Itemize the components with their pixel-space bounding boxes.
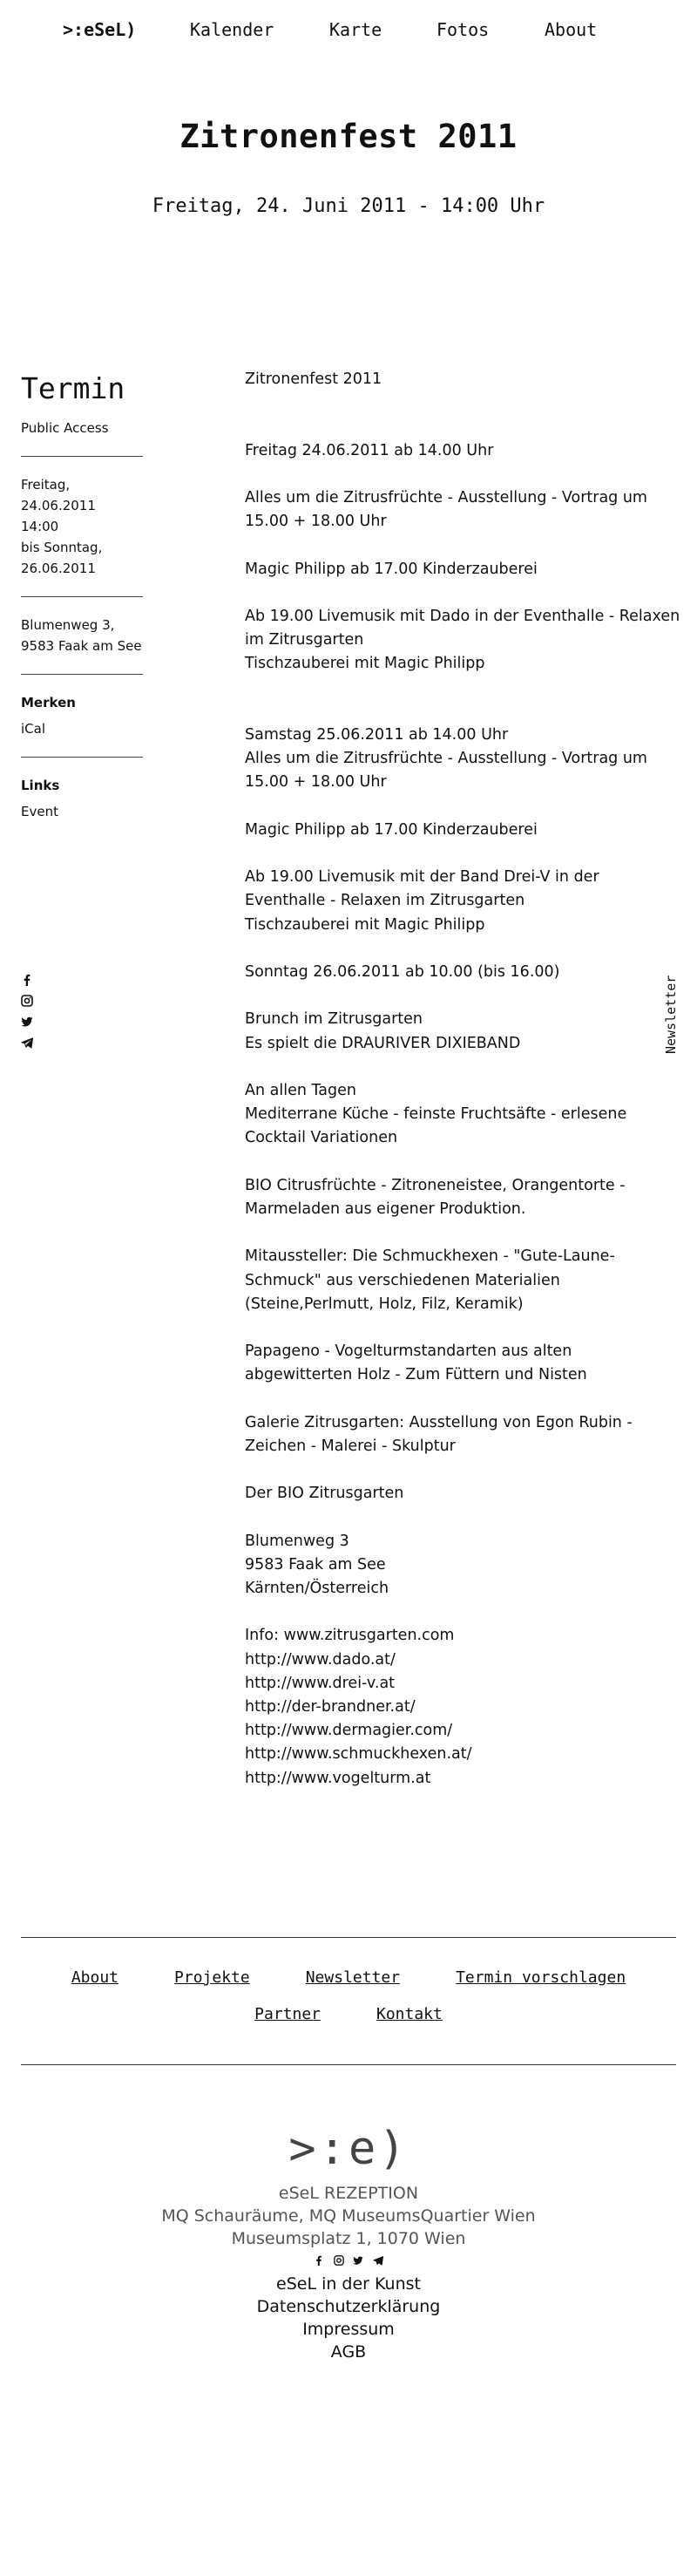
divider bbox=[21, 456, 143, 457]
paragraph-spacer bbox=[245, 1388, 680, 1411]
description-line: Mediterrane Küche - feinste Fruchtsäfte - erlesene Cocktail Variationen bbox=[245, 1105, 627, 1147]
footer-links-row-2 bbox=[21, 2005, 676, 2023]
paragraph-spacer bbox=[245, 1316, 680, 1340]
link-esel-in-der-kunst[interactable]: eSeL in der Kunst bbox=[276, 2274, 421, 2294]
paragraph-spacer bbox=[245, 1056, 680, 1079]
description-line: Ab 19.00 Livemusik mit der Band Drei-V in der Eventhalle - Relaxen im Zitrusgarten bbox=[245, 868, 599, 910]
nav-karte[interactable]: Karte bbox=[329, 19, 382, 40]
site-logo[interactable]: >:eSeL) bbox=[63, 19, 137, 40]
event-sidebar bbox=[21, 370, 143, 822]
paragraph-spacer bbox=[245, 391, 680, 415]
description-line: Tischzauberei mit Magic Philipp bbox=[245, 655, 485, 673]
description-line: Alles um die Zitrusfrüchte - Ausstellung - Vortrag um 15.00 + 18.00 Uhr bbox=[245, 488, 647, 531]
description-line: Samstag 25.06.2011 ab 14.00 Uhr bbox=[245, 725, 509, 744]
description-line: Mitaussteller: Die Schmuckhexen - "Gute-Laune-Schmuck" aus verschiedenen Materialien (Steine,Perlmutt, Holz, Filz, Keramik) bbox=[245, 1247, 615, 1313]
paragraph-spacer bbox=[245, 937, 680, 961]
description-line: Papageno - Vogelturmstandarten aus alten abgewitterten Holz - Zum Füttern und Nisten bbox=[245, 1342, 587, 1384]
link-impressum[interactable]: Impressum bbox=[302, 2320, 395, 2339]
description-line: Freitag 24.06.2011 ab 14.00 Uhr bbox=[245, 441, 494, 459]
description-line: Brunch im Zitrusgarten bbox=[245, 1010, 423, 1029]
footer-divider-top bbox=[21, 1937, 676, 1938]
instagram-icon[interactable] bbox=[334, 2255, 344, 2269]
event-link[interactable]: Event bbox=[21, 804, 58, 819]
event-address bbox=[21, 615, 143, 656]
venue-location: MQ Schauräume, MQ MuseumsQuartier Wien bbox=[161, 2206, 536, 2226]
footer-link-newsletter[interactable]: Newsletter bbox=[305, 1968, 401, 1987]
description-line: Tischzauberei mit Magic Philipp bbox=[245, 915, 485, 934]
footer-link-termin-vorschlagen[interactable]: Termin vorschlagen bbox=[456, 1968, 626, 1987]
esel-logo-mark: >:e) bbox=[288, 2123, 409, 2175]
paragraph-spacer bbox=[245, 984, 680, 1008]
description-line: An allen Tagen bbox=[245, 1081, 356, 1099]
newsletter-tab-label: Newsletter bbox=[663, 975, 679, 1054]
top-nav bbox=[63, 19, 673, 45]
venue-address: Museumsplatz 1, 1070 Wien bbox=[231, 2229, 466, 2248]
footer-bottom bbox=[0, 2123, 697, 2363]
instagram-icon[interactable] bbox=[21, 994, 35, 1015]
divider bbox=[21, 757, 143, 758]
event-dates bbox=[21, 474, 143, 579]
date-line: 14:00 bbox=[21, 519, 59, 534]
external-link[interactable]: http://www.drei-v.at bbox=[245, 1674, 396, 1692]
date-line: Freitag, 24.06.2011 bbox=[21, 477, 96, 513]
divider bbox=[21, 596, 143, 597]
external-link[interactable]: http://www.schmuckhexen.at/ bbox=[245, 1745, 472, 1764]
nav-fotos[interactable]: Fotos bbox=[436, 19, 490, 40]
twitter-icon[interactable] bbox=[21, 1015, 35, 1036]
description-line: Sonntag 26.06.2011 ab 10.00 (bis 16.00) bbox=[245, 962, 560, 981]
external-link[interactable]: http://www.dermagier.com/ bbox=[245, 1722, 453, 1740]
event-date-heading: Freitag, 24. Juni 2011 - 14:00 Uhr bbox=[152, 195, 545, 217]
description-line: BIO Citrusfrüchte - Zitroneneistee, Orangentorte - Marmeladen aus eigener Produktion. bbox=[245, 1176, 626, 1218]
links-label: Links bbox=[21, 778, 60, 793]
footer-bottom-links bbox=[0, 2273, 697, 2363]
description-line: Magic Philipp ab 17.00 Kinderzauberei bbox=[245, 560, 538, 578]
sidebar-heading: Termin bbox=[21, 371, 125, 405]
facebook-icon[interactable] bbox=[21, 973, 35, 994]
paragraph-spacer bbox=[245, 415, 680, 438]
footer-link-projekte[interactable]: Projekte bbox=[174, 1968, 250, 1987]
paragraph-spacer bbox=[245, 1458, 680, 1482]
footer-social-icons bbox=[0, 2255, 697, 2269]
description-line: Magic Philipp ab 17.00 Kinderzauberei bbox=[245, 820, 538, 839]
description-line[interactable]: Info: www.zitrusgarten.com bbox=[245, 1627, 455, 1645]
paragraph-spacer bbox=[245, 700, 680, 724]
ical-link[interactable]: iCal bbox=[21, 721, 46, 737]
address-line: 9583 Faak am See bbox=[21, 638, 142, 654]
external-link[interactable]: http://der-brandner.at/ bbox=[245, 1698, 416, 1716]
description-line: Es spielt die DRAURIVER DIXIEBAND bbox=[245, 1034, 521, 1052]
footer-link-partner[interactable]: Partner bbox=[254, 2005, 321, 2023]
paragraph-spacer bbox=[245, 463, 680, 486]
paragraph-spacer bbox=[245, 1601, 680, 1624]
telegram-icon[interactable] bbox=[373, 2255, 383, 2269]
description-line: Galerie Zitrusgarten: Ausstellung von Egon Rubin - Zeichen - Malerei - Skulptur bbox=[245, 1413, 633, 1455]
venue-name: eSeL REZEPTION bbox=[278, 2184, 419, 2203]
paragraph-spacer bbox=[245, 842, 680, 866]
description-line: Der BIO Zitrusgarten bbox=[245, 1485, 404, 1503]
paragraph-spacer bbox=[245, 1151, 680, 1174]
paragraph-spacer bbox=[245, 676, 680, 700]
page-title: Zitronenfest 2011 bbox=[179, 118, 518, 155]
external-link[interactable]: http://www.vogelturm.at bbox=[245, 1769, 431, 1787]
description-line: Alles um die Zitrusfrüchte - Ausstellung - Vortrag um 15.00 + 18.00 Uhr bbox=[245, 750, 647, 792]
date-line: 26.06.2011 bbox=[21, 561, 96, 576]
address-line: Blumenweg 3, bbox=[21, 617, 115, 633]
nav-about[interactable]: About bbox=[545, 19, 598, 40]
link-datenschutz[interactable]: Datenschutzerklärung bbox=[256, 2297, 441, 2316]
description-line: Ab 19.00 Livemusik mit Dado in der Eventhalle - Relaxen im Zitrusgarten bbox=[245, 607, 680, 649]
footer-links-row-1 bbox=[21, 1968, 676, 1987]
description-line: 9583 Faak am See bbox=[245, 1555, 386, 1573]
twitter-icon[interactable] bbox=[353, 2255, 363, 2269]
merken-label: Merken bbox=[21, 695, 76, 710]
event-description bbox=[245, 368, 680, 1791]
divider bbox=[21, 674, 143, 675]
paragraph-spacer bbox=[245, 534, 680, 557]
description-line: Zitronenfest 2011 bbox=[245, 370, 382, 388]
external-link[interactable]: http://www.dado.at/ bbox=[245, 1650, 396, 1669]
nav-kalender[interactable]: Kalender bbox=[190, 19, 274, 40]
social-icons bbox=[21, 973, 35, 1057]
description-line: Blumenweg 3 bbox=[245, 1532, 349, 1550]
facebook-icon[interactable] bbox=[314, 2255, 324, 2269]
access-label: Public Access bbox=[21, 420, 109, 436]
paragraph-spacer bbox=[245, 795, 680, 819]
paragraph-spacer bbox=[245, 1221, 680, 1245]
footer-link-about[interactable]: About bbox=[71, 1968, 119, 1987]
footer-divider-bottom bbox=[21, 2064, 676, 2065]
paragraph-spacer bbox=[245, 581, 680, 605]
link-agb[interactable]: AGB bbox=[330, 2342, 367, 2362]
footer-link-kontakt[interactable]: Kontakt bbox=[376, 2005, 443, 2023]
telegram-icon[interactable] bbox=[21, 1036, 35, 1057]
paragraph-spacer bbox=[245, 1505, 680, 1529]
description-line: Kärnten/Österreich bbox=[245, 1580, 389, 1598]
date-line: bis Sonntag, bbox=[21, 540, 103, 555]
